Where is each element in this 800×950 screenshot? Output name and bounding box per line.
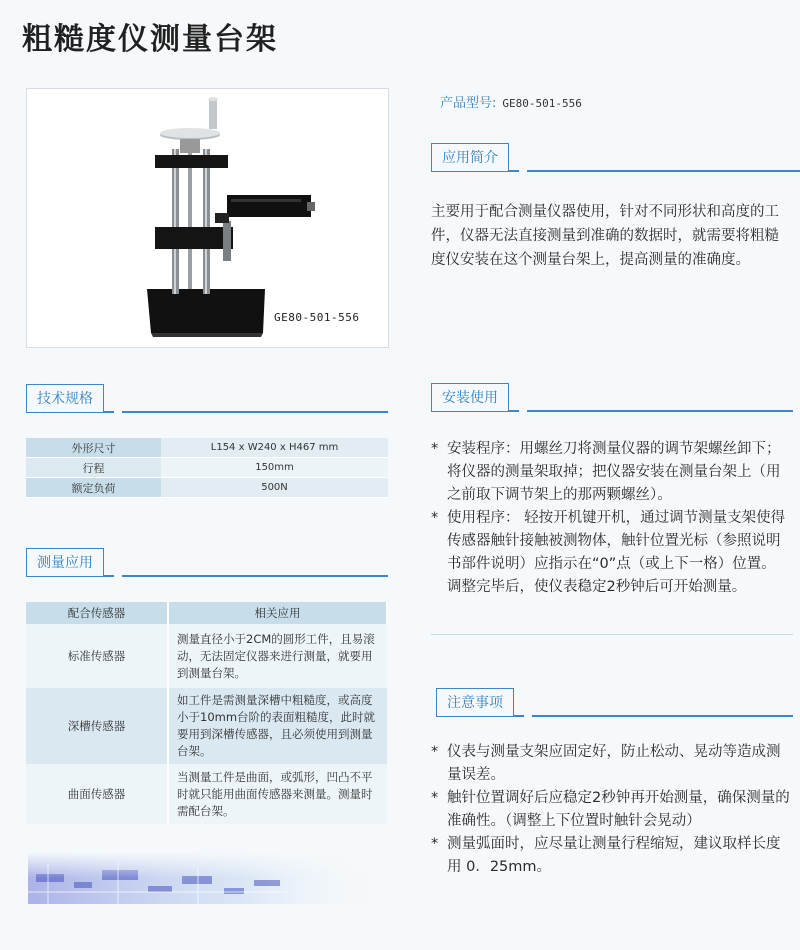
bullet-star: * bbox=[431, 836, 439, 852]
section-tab-notes: 注意事项 bbox=[436, 688, 514, 716]
bullet-star: * bbox=[431, 744, 439, 760]
list-item-text: 测量弧面时，应尽量让测量行程缩短，建议取样长度用 0．25mm。 bbox=[447, 836, 781, 875]
list-item-text: 仪表与测量支架应固定好，防止松动、晃动等造成测量误差。 bbox=[447, 744, 781, 783]
sensor-name: 深槽传感器 bbox=[26, 688, 168, 764]
section-tab-intro: 应用简介 bbox=[431, 143, 509, 171]
table-row bbox=[26, 438, 388, 458]
table-row bbox=[26, 624, 387, 688]
section-header-notes bbox=[436, 688, 793, 722]
circuit-board-graphic bbox=[28, 852, 390, 904]
application-table bbox=[26, 602, 388, 824]
sensor-name: 标准传感器 bbox=[26, 624, 168, 688]
photo-caption: GE80-501-556 bbox=[274, 311, 360, 324]
section-header-spec bbox=[26, 384, 388, 418]
sensor-name: 曲面传感器 bbox=[26, 764, 168, 824]
spec-value: 500N bbox=[161, 478, 388, 498]
model-label: 产品型号: bbox=[440, 96, 497, 111]
list-item-text: 使用程序： 轻按开机键开机，通过调节测量支架使得传感器触针接触被测物体，触针位置光标（参照说明书部件说明）应指示在“0”点（或上下一格）位置。 调整完毕后，使仪表稳定2秒钟后可开始测量。 bbox=[447, 510, 786, 595]
sensor-application: 如工件是需测量深槽中粗糙度，或高度小于10mm台阶的表面粗糙度，此时就要用到深槽传感器，且必须使用到测量台架。 bbox=[168, 688, 387, 764]
list-item-text: 安装程序：用螺丝刀将测量仪器的调节架螺丝卸下；将仪器的测量架取掉；把仪器安装在测量台架上（用之前取下调节架上的那两颗螺丝）。 bbox=[447, 441, 781, 503]
list-item bbox=[431, 438, 793, 507]
column-header-sensor: 配合传感器 bbox=[26, 602, 168, 624]
table-row bbox=[26, 688, 387, 764]
spec-key: 行程 bbox=[26, 458, 161, 478]
divider bbox=[431, 634, 793, 635]
section-header-measure bbox=[26, 548, 388, 582]
spec-value: 150mm bbox=[161, 458, 388, 478]
list-item-text: 触针位置调好后应稳定2秒钟再开始测量，确保测量的准确性。（调整上下位置时触针会晃动） bbox=[447, 790, 790, 829]
list-item bbox=[431, 741, 793, 787]
decorative-circuit-image bbox=[28, 852, 390, 904]
section-tab-measure: 测量应用 bbox=[26, 548, 104, 576]
notes-list bbox=[431, 741, 793, 879]
table-row bbox=[26, 458, 388, 478]
section-header-intro bbox=[431, 143, 800, 177]
bullet-star: * bbox=[431, 510, 439, 526]
spec-key: 额定负荷 bbox=[26, 478, 161, 498]
product-photo bbox=[26, 88, 389, 348]
table-row bbox=[26, 478, 388, 498]
spec-table bbox=[26, 438, 388, 498]
intro-text: 主要用于配合测量仪器使用，针对不同形状和高度的工件，仪器无法直接测量到准确的数据时，就需要将粗糙度仪安装在这个测量台架上，提高测量的准确度。 bbox=[431, 204, 779, 268]
product-model bbox=[440, 92, 582, 111]
section-tab-spec: 技术规格 bbox=[26, 384, 104, 412]
install-list bbox=[431, 438, 793, 599]
page-title: 粗糙度仪测量台架 bbox=[22, 22, 278, 57]
model-value: GE80-501-556 bbox=[502, 97, 582, 110]
list-item bbox=[431, 833, 793, 879]
sensor-application: 测量直径小于2CM的圆形工件，且易滚动，无法固定仪器来进行测量，就要用到测量台架。 bbox=[168, 624, 387, 688]
spec-value: L154 x W240 x H467 mm bbox=[161, 438, 388, 458]
bullet-star: * bbox=[431, 441, 439, 457]
bullet-star: * bbox=[431, 790, 439, 806]
section-tab-install: 安装使用 bbox=[431, 383, 509, 411]
list-item bbox=[431, 787, 793, 833]
spec-key: 外形尺寸 bbox=[26, 438, 161, 458]
column-header-application: 相关应用 bbox=[168, 602, 387, 624]
table-header-row bbox=[26, 602, 387, 624]
list-item bbox=[431, 507, 793, 599]
sensor-application: 当测量工件是曲面，或弧形，凹凸不平时就只能用曲面传感器来测量。测量时需配台架。 bbox=[168, 764, 387, 824]
measuring-stand-image bbox=[27, 89, 388, 347]
section-header-install bbox=[431, 383, 793, 417]
table-row bbox=[26, 764, 387, 824]
